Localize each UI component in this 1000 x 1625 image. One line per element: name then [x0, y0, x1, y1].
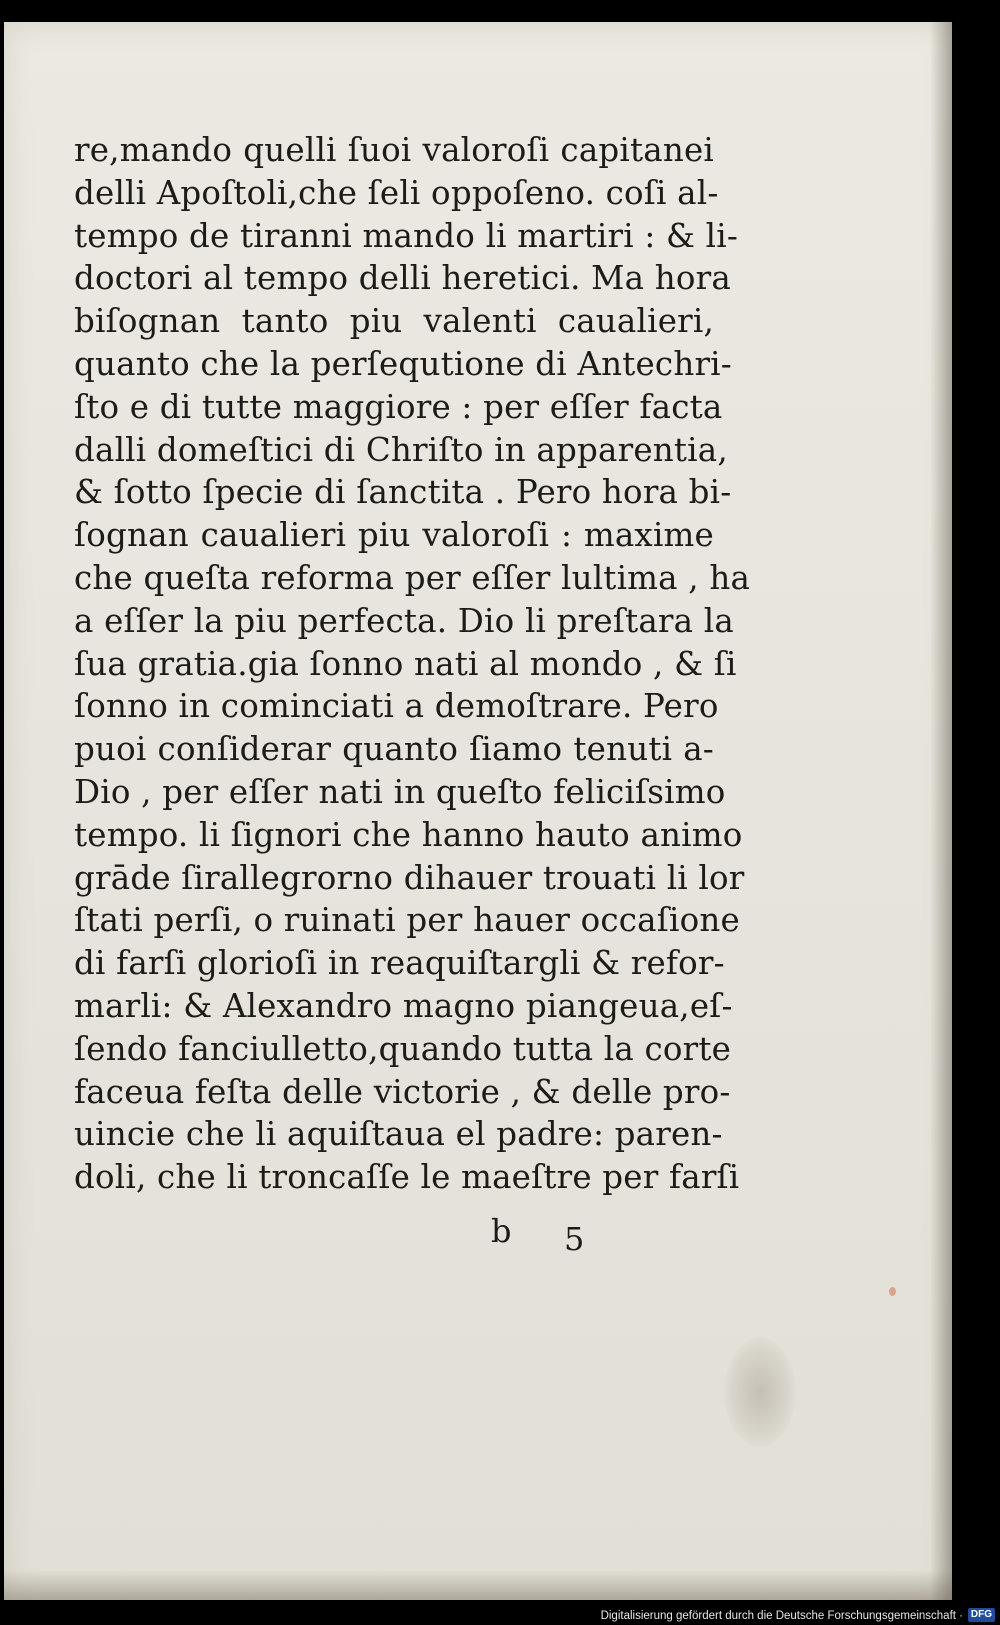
text-line: & ſotto ſpecie di ſanctita . Pero hora bi- [74, 473, 732, 512]
text-line: doli, che li troncaſſe le maeſtre per farſi [74, 1158, 740, 1197]
text-line: grāde ſirallegrorno dihauer trouati li lor [74, 858, 745, 897]
book-page [4, 22, 952, 1600]
page-bottom-edge [4, 1570, 952, 1600]
dfg-logo: DFG [968, 1608, 995, 1622]
text-line: quanto che la perſequtione di Antechri- [74, 344, 732, 383]
text-line: ſonno in cominciati a demoſtrare. Pero [74, 687, 719, 726]
footer-bar [0, 1605, 1000, 1625]
text-line: Dio , per eſſer nati in queſto feliciſsimo [74, 772, 726, 811]
text-line: tempo. li ſignori che hanno hauto animo [74, 815, 743, 854]
digitization-credit: Digitalisierung gefördert durch die Deutsche Forschungsgemeinschaft · [600, 1610, 963, 1622]
text-line: re,mando quelli ſuoi valoroſi capitanei [74, 131, 714, 169]
text-line: tempo de tiranni mando li martiri : & li- [74, 216, 739, 255]
text-line: doctori al tempo delli heretici. Ma hora [74, 259, 731, 298]
text-line: marli: & Alexandro magno piangeua,eſ- [74, 986, 733, 1025]
text-line: ſognan caualieri piu valoroſi : maxime [74, 516, 714, 555]
text-line: faceua feſta delle victorie , & delle pro- [74, 1072, 731, 1111]
text-line: dalli domeſtici di Chriſto in apparentia, [74, 430, 728, 469]
text-line: ſendo fanciulletto,quando tutta la corte [74, 1029, 732, 1068]
text-line: ſto e di tutte maggiore : per eſſer facta [74, 387, 723, 426]
text-line: biſognan tanto piu valenti caualieri, [74, 302, 714, 341]
signature-mark: b [491, 1212, 512, 1250]
text-line: puoi conſiderar quanto ſiamo tenuti a- [74, 730, 714, 769]
text-line: che queſta reforma per eſſer lultima , ha [74, 558, 751, 597]
text-line: ſtati perſi, o ruinati per hauer occaſione [74, 901, 740, 940]
text-line: a eſſer la piu perfecta. Dio li preſtara la [74, 601, 734, 640]
body-text [74, 129, 751, 1199]
text-line: uincie che li aquiſtaua el padre: paren- [74, 1115, 723, 1154]
paper-speck [889, 1287, 896, 1296]
page-fold-shadow [930, 22, 952, 1600]
page-number: 5 [564, 1220, 585, 1258]
paper-stain [724, 1337, 796, 1447]
text-line: ſua gratia.gia ſonno nati al mondo , & ſi [74, 644, 737, 683]
text-line: delli Apoſtoli,che ſeli oppoſeno. coſi al- [74, 173, 719, 212]
text-line: di farſi glorioſi in reaquiſtargli & refor- [74, 944, 725, 983]
